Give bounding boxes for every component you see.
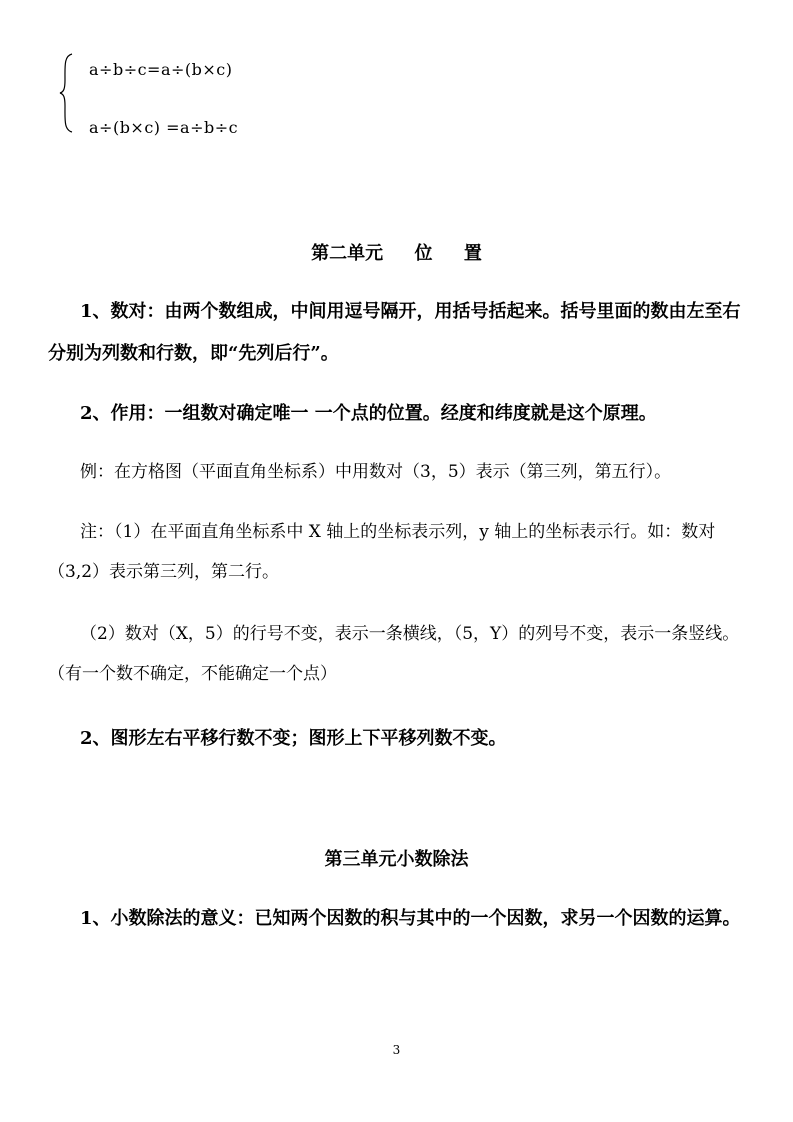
unit2-note-1: 注：（1）在平面直角坐标系中 X 轴上的坐标表示列，y 轴上的坐标表示行。如：数对（3,2）表示第三列，第二行。 — [48, 522, 716, 582]
unit2-note-2: （2）数对（X，5）的行号不变，表示一条横线，（5，Y）的列号不变，表示一条竖线。（有一个数不确定，不能确定一个点） — [48, 624, 740, 684]
page-number: 3 — [392, 1043, 401, 1057]
unit3-title: 第三单元小数除法 — [324, 849, 469, 870]
unit2-item-translation: 2、图形左右平移行数不变；图形上下平移列数不变。 — [80, 728, 507, 749]
formula-line-2: a÷(b×c) =a÷b÷c — [89, 118, 239, 137]
unit2-example: 例：在方格图（平面直角坐标系）中用数对（3，5）表示（第三列，第五行）。 — [80, 462, 672, 482]
curly-brace-icon — [58, 52, 76, 134]
formula-line-1: a÷b÷c=a÷(b×c) — [89, 60, 233, 79]
unit3-item-decimal-division: 1、小数除法的意义：已知两个因数的积与其中的一个因数，求另一个因数的运算。 — [80, 908, 741, 929]
unit2-title: 第二单元 位 置 — [311, 243, 482, 264]
division-formulas — [58, 52, 358, 142]
unit2-item-coordinate-pair: 1、数对：由两个数组成，中间用逗号隔开，用括号括起来。括号里面的数由左至右分别为列数和行数，即“先列后行”。 — [48, 301, 741, 364]
unit2-item-purpose: 2、作用：一组数对确定唯一 一个点的位置。经度和纬度就是这个原理。 — [80, 403, 657, 424]
